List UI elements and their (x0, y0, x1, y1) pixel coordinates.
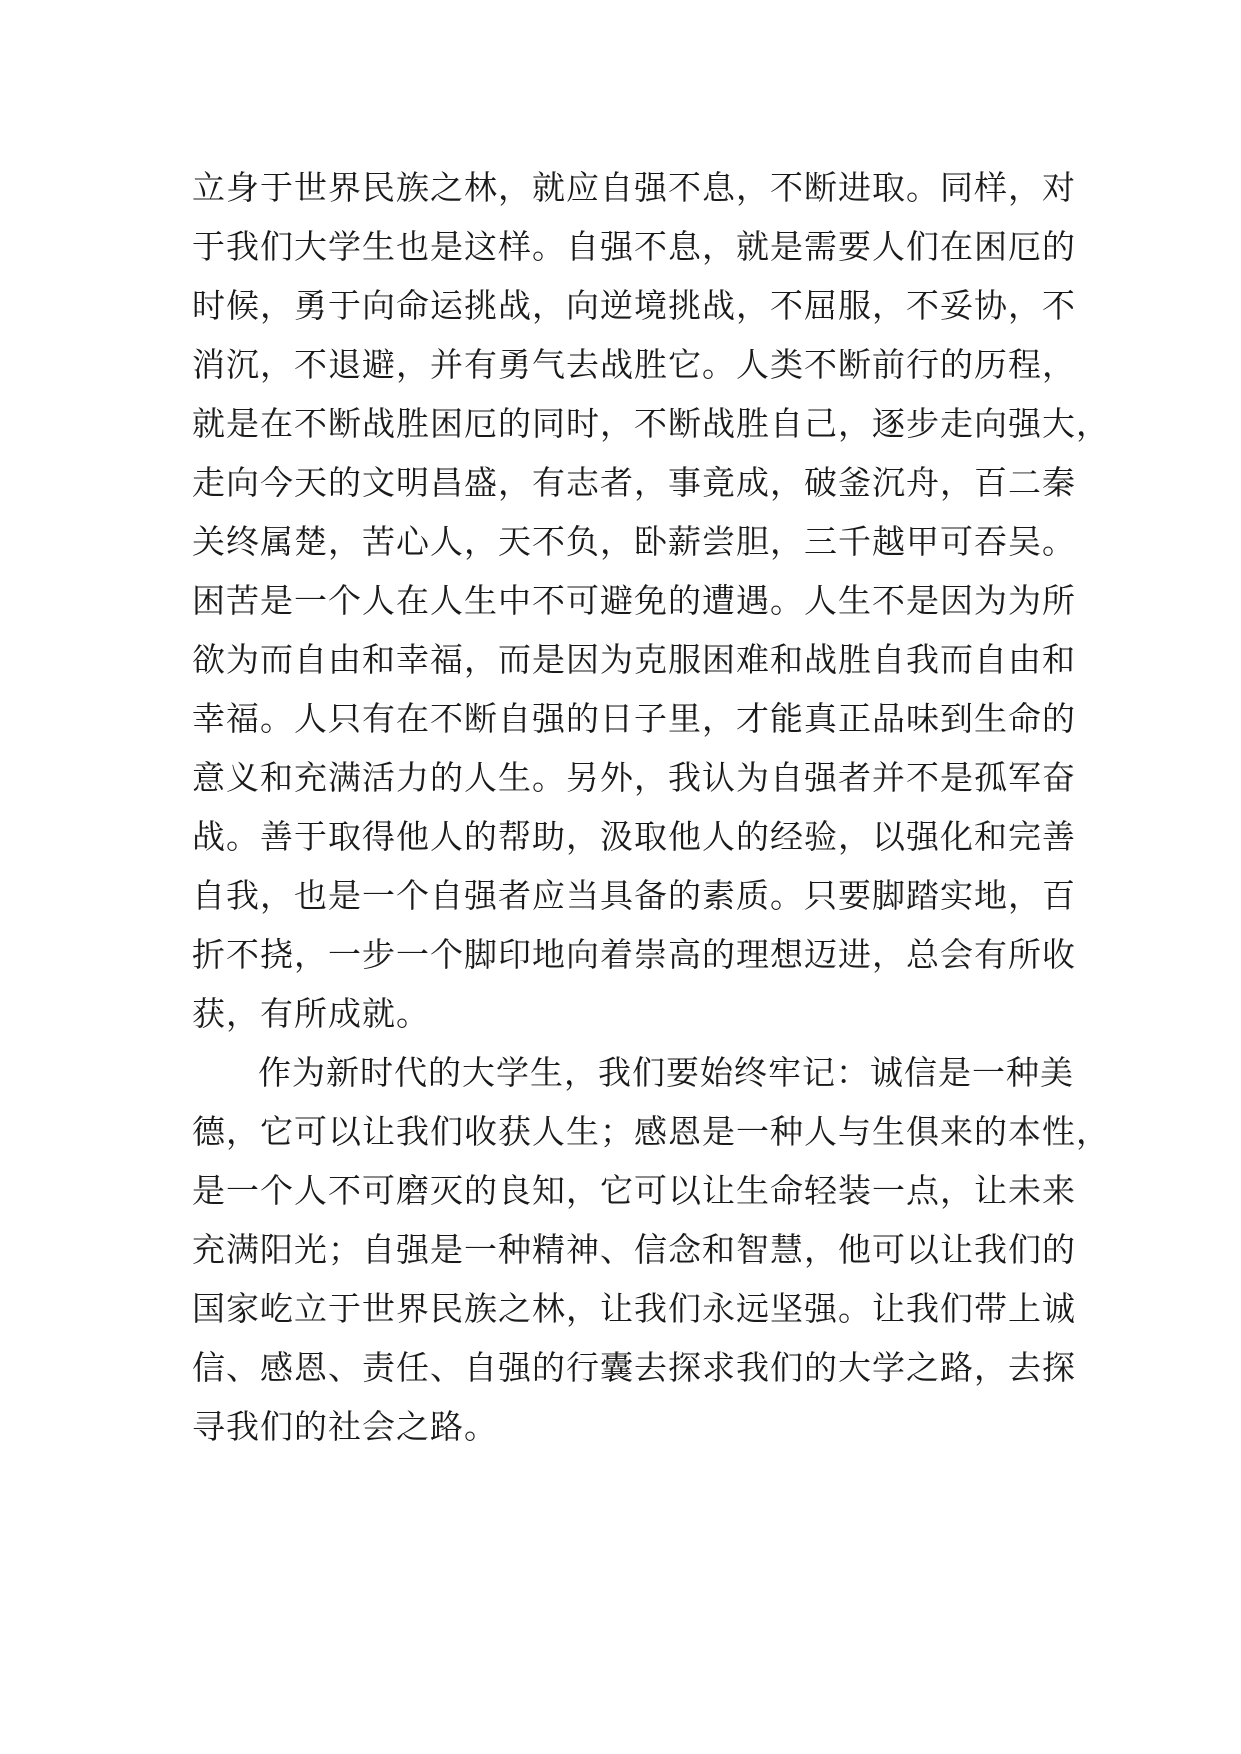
paragraph-line: 自我，也是一个自强者应当具备的素质。只要脚踏实地，百 (192, 876, 1076, 915)
paragraph-line: 寻我们的社会之路。 (192, 1407, 498, 1446)
paragraph-line: 幸福。人只有在不断自强的日子里，才能真正品味到生命的 (192, 699, 1076, 738)
paragraph-line: 消沉，不退避，并有勇气去战胜它。人类不断前行的历程， (192, 345, 1076, 384)
paragraph-2 (192, 1043, 1110, 1456)
paragraph-line: 是一个人不可磨灭的良知，它可以让生命轻装一点，让未来 (192, 1171, 1076, 1210)
paragraph-line: 欲为而自由和幸福，而是因为克服困难和战胜自我而自由和 (192, 640, 1076, 679)
paragraph-line: 充满阳光；自强是一种精神、信念和智慧，他可以让我们的 (192, 1230, 1076, 1269)
paragraph-line: 战。善于取得他人的帮助，汲取他人的经验，以强化和完善 (192, 817, 1076, 856)
paragraph-line: 走向今天的文明昌盛，有志者，事竟成，破釜沉舟，百二秦 (192, 463, 1076, 502)
document-body (192, 158, 1110, 1456)
paragraph-line: 立身于世界民族之林，就应自强不息，不断进取。同样，对 (192, 168, 1076, 207)
paragraph-line: 折不挠，一步一个脚印地向着崇高的理想迈进，总会有所收 (192, 935, 1076, 974)
paragraph-line: 国家屹立于世界民族之林，让我们永远坚强。让我们带上诚 (192, 1289, 1076, 1328)
paragraph-line: 信、感恩、责任、自强的行囊去探求我们的大学之路，去探 (192, 1348, 1076, 1387)
paragraph-line: 时候，勇于向命运挑战，向逆境挑战，不屈服，不妥协，不 (192, 286, 1076, 325)
paragraph-line: 于我们大学生也是这样。自强不息，就是需要人们在困厄的 (192, 227, 1076, 266)
paragraph-line: 意义和充满活力的人生。另外，我认为自强者并不是孤军奋 (192, 758, 1076, 797)
paragraph-1 (192, 158, 1110, 1043)
paragraph-line: 关终属楚，苦心人，天不负，卧薪尝胆，三千越甲可吞吴。 (192, 522, 1076, 561)
paragraph-line: 就是在不断战胜困厄的同时，不断战胜自己，逐步走向强大， (192, 404, 1110, 443)
paragraph-line: 德，它可以让我们收获人生；感恩是一种人与生俱来的本性， (192, 1112, 1110, 1151)
paragraph-line: 困苦是一个人在人生中不可避免的遭遇。人生不是因为为所 (192, 581, 1076, 620)
paragraph-line: 获，有所成就。 (192, 994, 430, 1033)
paragraph-line: 作为新时代的大学生，我们要始终牢记：诚信是一种美 (258, 1053, 1074, 1092)
